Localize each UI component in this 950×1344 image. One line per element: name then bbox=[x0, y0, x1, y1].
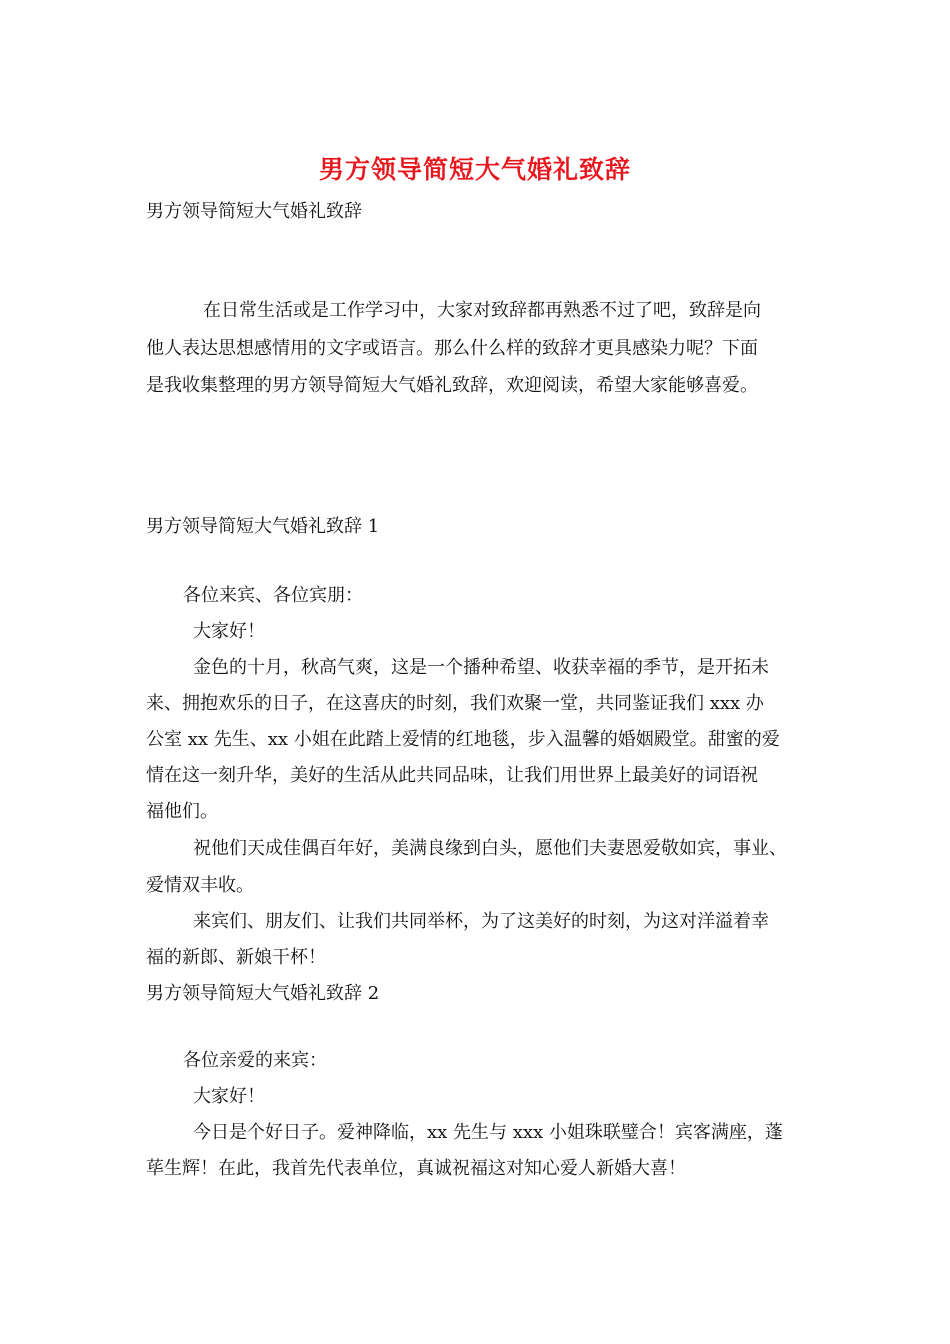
section2-greeting: 各位亲爱的来宾： bbox=[183, 1050, 327, 1071]
section-heading-2: 男方领导简短大气婚礼致辞 2 bbox=[146, 983, 380, 1004]
section1-p3-line-2: 福的新郎、新娘干杯！ bbox=[146, 947, 326, 968]
intro-line-2: 他人表达思想感情用的文字或语言。那么什么样的致辞才更具感染力呢？下面 bbox=[146, 338, 758, 359]
section1-hello: 大家好！ bbox=[193, 621, 265, 642]
section1-p3-line-1: 来宾们、朋友们、让我们共同举杯，为了这美好的时刻，为这对洋溢着幸 bbox=[193, 911, 769, 932]
intro-line-3: 是我收集整理的男方领导简短大气婚礼致辞，欢迎阅读，希望大家能够喜爱。 bbox=[146, 375, 758, 396]
section2-hello: 大家好！ bbox=[193, 1086, 265, 1107]
section1-p1-line-1: 金色的十月，秋高气爽，这是一个播种希望、收获幸福的季节，是开拓未 bbox=[193, 657, 769, 678]
section1-p1-line-5: 福他们。 bbox=[146, 801, 218, 822]
intro-line-1: 在日常生活或是工作学习中，大家对致辞都再熟悉不过了吧，致辞是向 bbox=[203, 300, 761, 321]
section2-p1-line-2: 荜生辉！在此，我首先代表单位，真诚祝福这对知心爱人新婚大喜！ bbox=[146, 1158, 686, 1179]
section1-greeting: 各位来宾、各位宾朋： bbox=[183, 585, 363, 606]
section1-p2-line-2: 爱情双丰收。 bbox=[146, 875, 254, 896]
section1-p2-line-1: 祝他们天成佳偶百年好，美满良缘到白头，愿他们夫妻恩爱敬如宾，事业、 bbox=[193, 838, 787, 859]
document-title: 男方领导简短大气婚礼致辞 bbox=[318, 155, 631, 184]
section-heading-1: 男方领导简短大气婚礼致辞 1 bbox=[146, 516, 380, 537]
section1-p1-line-3: 公室 xx 先生、xx 小姐在此踏上爱情的红地毯，步入温馨的婚姻殿堂。甜蜜的爱 bbox=[146, 729, 780, 750]
document-subtitle: 男方领导简短大气婚礼致辞 bbox=[146, 201, 362, 222]
section1-p1-line-4: 情在这一刻升华，美好的生活从此共同品味，让我们用世界上最美好的词语祝 bbox=[146, 765, 758, 786]
section1-p1-line-2: 来、拥抱欢乐的日子，在这喜庆的时刻，我们欢聚一堂，共同鉴证我们 xxx 办 bbox=[146, 693, 764, 714]
section2-p1-line-1: 今日是个好日子。爱神降临，xx 先生与 xxx 小姐珠联璧合！宾客满座，蓬 bbox=[193, 1122, 783, 1143]
